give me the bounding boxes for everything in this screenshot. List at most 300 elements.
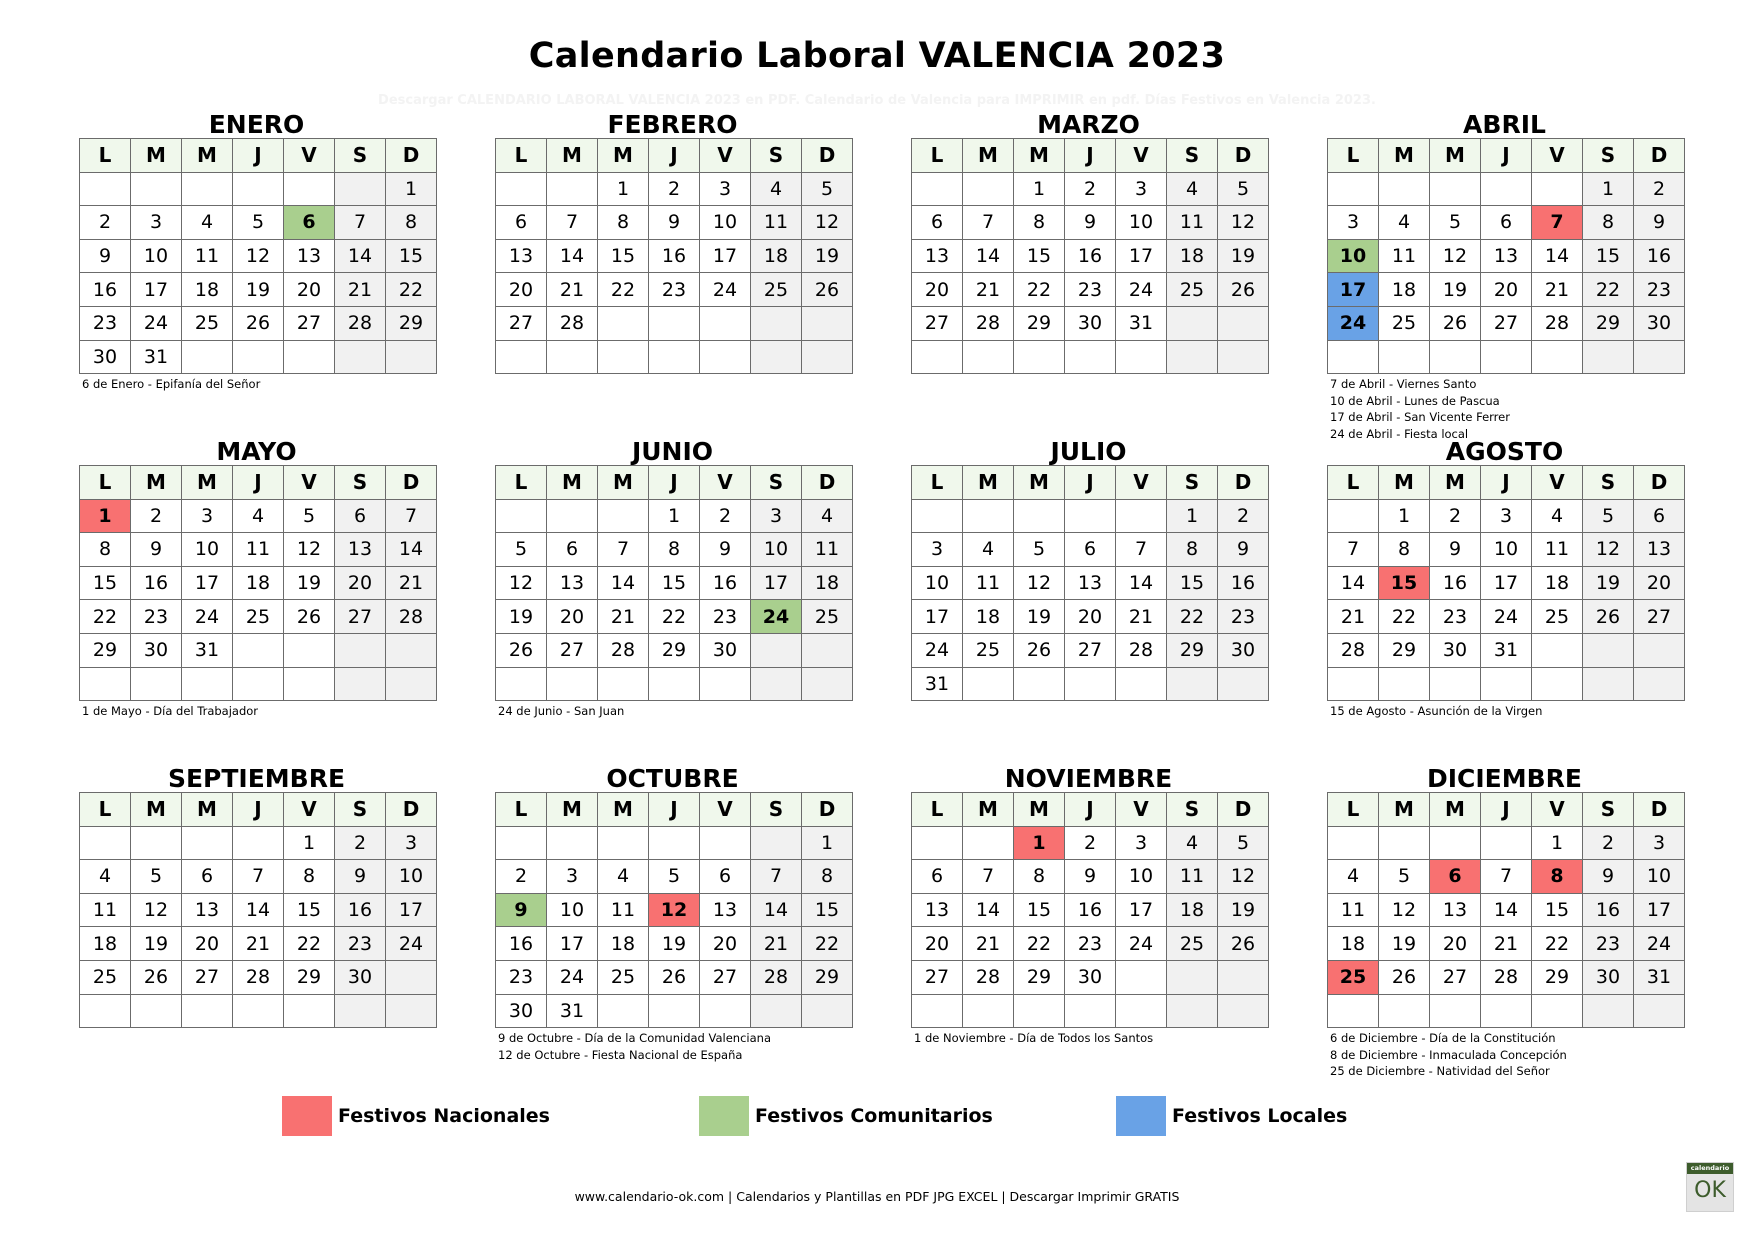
holiday-day-cell[interactable]: 24 xyxy=(751,600,802,634)
day-cell[interactable]: 9 xyxy=(1065,206,1116,240)
day-cell[interactable] xyxy=(1583,667,1634,701)
day-cell[interactable]: 24 xyxy=(1116,927,1167,961)
day-cell[interactable]: 29 xyxy=(1532,960,1583,994)
day-cell[interactable]: 3 xyxy=(547,860,598,894)
day-cell[interactable] xyxy=(284,172,335,206)
day-cell[interactable]: 11 xyxy=(1328,893,1379,927)
day-cell[interactable] xyxy=(1065,667,1116,701)
day-cell[interactable]: 1 xyxy=(1167,499,1218,533)
day-cell[interactable]: 25 xyxy=(1532,600,1583,634)
day-cell[interactable]: 1 xyxy=(649,499,700,533)
day-cell[interactable]: 28 xyxy=(598,633,649,667)
day-cell[interactable]: 14 xyxy=(386,533,437,567)
day-cell[interactable]: 5 xyxy=(1218,172,1269,206)
day-cell[interactable] xyxy=(1065,340,1116,374)
day-cell[interactable]: 7 xyxy=(963,206,1014,240)
day-cell[interactable]: 2 xyxy=(496,860,547,894)
day-cell[interactable] xyxy=(547,499,598,533)
day-cell[interactable]: 13 xyxy=(547,566,598,600)
day-cell[interactable] xyxy=(496,499,547,533)
day-cell[interactable]: 31 xyxy=(1116,306,1167,340)
day-cell[interactable]: 5 xyxy=(1218,826,1269,860)
day-cell[interactable] xyxy=(1116,960,1167,994)
day-cell[interactable] xyxy=(182,667,233,701)
day-cell[interactable]: 10 xyxy=(1116,860,1167,894)
day-cell[interactable]: 28 xyxy=(1328,633,1379,667)
day-cell[interactable]: 19 xyxy=(1218,893,1269,927)
day-cell[interactable]: 28 xyxy=(386,600,437,634)
day-cell[interactable]: 6 xyxy=(496,206,547,240)
holiday-day-cell[interactable]: 24 xyxy=(1328,306,1379,340)
day-cell[interactable] xyxy=(131,826,182,860)
day-cell[interactable] xyxy=(547,172,598,206)
day-cell[interactable] xyxy=(1379,826,1430,860)
day-cell[interactable]: 26 xyxy=(1218,273,1269,307)
day-cell[interactable] xyxy=(802,340,853,374)
day-cell[interactable] xyxy=(649,667,700,701)
day-cell[interactable] xyxy=(386,340,437,374)
day-cell[interactable]: 3 xyxy=(1116,826,1167,860)
day-cell[interactable]: 15 xyxy=(802,893,853,927)
day-cell[interactable]: 27 xyxy=(912,306,963,340)
day-cell[interactable]: 14 xyxy=(963,239,1014,273)
day-cell[interactable]: 18 xyxy=(1532,566,1583,600)
day-cell[interactable]: 17 xyxy=(131,273,182,307)
day-cell[interactable]: 21 xyxy=(751,927,802,961)
day-cell[interactable]: 6 xyxy=(1481,206,1532,240)
day-cell[interactable]: 3 xyxy=(700,172,751,206)
day-cell[interactable]: 18 xyxy=(1379,273,1430,307)
day-cell[interactable]: 25 xyxy=(233,600,284,634)
day-cell[interactable] xyxy=(182,172,233,206)
day-cell[interactable] xyxy=(1430,340,1481,374)
day-cell[interactable] xyxy=(1532,172,1583,206)
holiday-day-cell[interactable]: 9 xyxy=(496,893,547,927)
day-cell[interactable]: 23 xyxy=(1583,927,1634,961)
day-cell[interactable] xyxy=(233,633,284,667)
day-cell[interactable]: 29 xyxy=(1583,306,1634,340)
day-cell[interactable]: 15 xyxy=(1167,566,1218,600)
day-cell[interactable]: 5 xyxy=(131,860,182,894)
day-cell[interactable] xyxy=(80,994,131,1028)
day-cell[interactable]: 24 xyxy=(131,306,182,340)
day-cell[interactable]: 25 xyxy=(802,600,853,634)
day-cell[interactable]: 4 xyxy=(1328,860,1379,894)
day-cell[interactable]: 18 xyxy=(802,566,853,600)
day-cell[interactable]: 16 xyxy=(1634,239,1685,273)
day-cell[interactable]: 28 xyxy=(547,306,598,340)
day-cell[interactable]: 17 xyxy=(912,600,963,634)
day-cell[interactable]: 5 xyxy=(233,206,284,240)
day-cell[interactable]: 26 xyxy=(1218,927,1269,961)
day-cell[interactable]: 19 xyxy=(496,600,547,634)
day-cell[interactable]: 2 xyxy=(1430,499,1481,533)
day-cell[interactable]: 16 xyxy=(131,566,182,600)
day-cell[interactable]: 5 xyxy=(1583,499,1634,533)
day-cell[interactable]: 1 xyxy=(1379,499,1430,533)
day-cell[interactable]: 11 xyxy=(963,566,1014,600)
day-cell[interactable]: 12 xyxy=(1218,860,1269,894)
day-cell[interactable]: 19 xyxy=(1430,273,1481,307)
day-cell[interactable]: 20 xyxy=(1481,273,1532,307)
day-cell[interactable]: 4 xyxy=(182,206,233,240)
day-cell[interactable]: 16 xyxy=(496,927,547,961)
day-cell[interactable]: 1 xyxy=(284,826,335,860)
day-cell[interactable] xyxy=(598,499,649,533)
day-cell[interactable]: 23 xyxy=(1065,273,1116,307)
day-cell[interactable] xyxy=(1014,994,1065,1028)
day-cell[interactable]: 18 xyxy=(751,239,802,273)
day-cell[interactable]: 21 xyxy=(335,273,386,307)
day-cell[interactable]: 18 xyxy=(1328,927,1379,961)
day-cell[interactable]: 22 xyxy=(1532,927,1583,961)
day-cell[interactable]: 6 xyxy=(1634,499,1685,533)
day-cell[interactable] xyxy=(649,306,700,340)
day-cell[interactable]: 4 xyxy=(80,860,131,894)
day-cell[interactable]: 22 xyxy=(1014,273,1065,307)
day-cell[interactable] xyxy=(1583,340,1634,374)
day-cell[interactable]: 4 xyxy=(963,533,1014,567)
day-cell[interactable]: 11 xyxy=(1532,533,1583,567)
day-cell[interactable] xyxy=(912,994,963,1028)
day-cell[interactable] xyxy=(1430,994,1481,1028)
day-cell[interactable]: 7 xyxy=(1116,533,1167,567)
day-cell[interactable]: 23 xyxy=(335,927,386,961)
day-cell[interactable] xyxy=(1328,172,1379,206)
day-cell[interactable] xyxy=(386,667,437,701)
day-cell[interactable]: 30 xyxy=(80,340,131,374)
day-cell[interactable]: 5 xyxy=(284,499,335,533)
day-cell[interactable] xyxy=(335,667,386,701)
day-cell[interactable] xyxy=(649,994,700,1028)
day-cell[interactable]: 18 xyxy=(1167,893,1218,927)
day-cell[interactable] xyxy=(963,667,1014,701)
day-cell[interactable]: 17 xyxy=(386,893,437,927)
day-cell[interactable] xyxy=(751,994,802,1028)
day-cell[interactable]: 15 xyxy=(1014,239,1065,273)
day-cell[interactable]: 3 xyxy=(912,533,963,567)
day-cell[interactable]: 7 xyxy=(335,206,386,240)
day-cell[interactable] xyxy=(1116,340,1167,374)
day-cell[interactable]: 9 xyxy=(131,533,182,567)
day-cell[interactable] xyxy=(598,826,649,860)
day-cell[interactable]: 14 xyxy=(233,893,284,927)
day-cell[interactable]: 31 xyxy=(547,994,598,1028)
day-cell[interactable]: 7 xyxy=(963,860,1014,894)
day-cell[interactable]: 30 xyxy=(1218,633,1269,667)
day-cell[interactable]: 24 xyxy=(1116,273,1167,307)
day-cell[interactable]: 3 xyxy=(386,826,437,860)
day-cell[interactable] xyxy=(700,340,751,374)
day-cell[interactable]: 16 xyxy=(1218,566,1269,600)
day-cell[interactable]: 26 xyxy=(1583,600,1634,634)
day-cell[interactable] xyxy=(1116,499,1167,533)
day-cell[interactable]: 3 xyxy=(1634,826,1685,860)
day-cell[interactable] xyxy=(802,306,853,340)
day-cell[interactable] xyxy=(1430,826,1481,860)
day-cell[interactable]: 11 xyxy=(598,893,649,927)
day-cell[interactable]: 11 xyxy=(1379,239,1430,273)
day-cell[interactable]: 30 xyxy=(496,994,547,1028)
day-cell[interactable] xyxy=(751,667,802,701)
day-cell[interactable]: 21 xyxy=(1116,600,1167,634)
day-cell[interactable] xyxy=(182,994,233,1028)
day-cell[interactable]: 4 xyxy=(233,499,284,533)
day-cell[interactable]: 22 xyxy=(1014,927,1065,961)
day-cell[interactable]: 9 xyxy=(1430,533,1481,567)
day-cell[interactable] xyxy=(131,172,182,206)
day-cell[interactable]: 13 xyxy=(182,893,233,927)
day-cell[interactable]: 27 xyxy=(1065,633,1116,667)
day-cell[interactable] xyxy=(1634,633,1685,667)
day-cell[interactable]: 31 xyxy=(182,633,233,667)
day-cell[interactable]: 9 xyxy=(1065,860,1116,894)
day-cell[interactable] xyxy=(1481,667,1532,701)
day-cell[interactable] xyxy=(1218,994,1269,1028)
day-cell[interactable] xyxy=(496,172,547,206)
day-cell[interactable]: 27 xyxy=(1634,600,1685,634)
day-cell[interactable] xyxy=(386,633,437,667)
day-cell[interactable]: 13 xyxy=(912,893,963,927)
day-cell[interactable] xyxy=(751,633,802,667)
day-cell[interactable]: 19 xyxy=(1218,239,1269,273)
day-cell[interactable]: 29 xyxy=(1014,306,1065,340)
day-cell[interactable]: 4 xyxy=(751,172,802,206)
day-cell[interactable]: 13 xyxy=(700,893,751,927)
day-cell[interactable]: 27 xyxy=(547,633,598,667)
day-cell[interactable]: 25 xyxy=(963,633,1014,667)
day-cell[interactable]: 8 xyxy=(386,206,437,240)
day-cell[interactable]: 28 xyxy=(963,306,1014,340)
day-cell[interactable]: 7 xyxy=(386,499,437,533)
day-cell[interactable]: 29 xyxy=(284,960,335,994)
day-cell[interactable]: 27 xyxy=(335,600,386,634)
day-cell[interactable]: 9 xyxy=(80,239,131,273)
day-cell[interactable]: 11 xyxy=(182,239,233,273)
day-cell[interactable]: 12 xyxy=(284,533,335,567)
day-cell[interactable]: 13 xyxy=(1634,533,1685,567)
day-cell[interactable] xyxy=(1167,960,1218,994)
day-cell[interactable]: 15 xyxy=(1014,893,1065,927)
day-cell[interactable] xyxy=(802,994,853,1028)
day-cell[interactable]: 26 xyxy=(284,600,335,634)
day-cell[interactable] xyxy=(598,994,649,1028)
day-cell[interactable]: 16 xyxy=(700,566,751,600)
day-cell[interactable] xyxy=(386,960,437,994)
day-cell[interactable] xyxy=(1379,667,1430,701)
day-cell[interactable]: 14 xyxy=(963,893,1014,927)
day-cell[interactable]: 27 xyxy=(182,960,233,994)
day-cell[interactable]: 26 xyxy=(1379,960,1430,994)
day-cell[interactable]: 13 xyxy=(1481,239,1532,273)
day-cell[interactable]: 12 xyxy=(1379,893,1430,927)
holiday-day-cell[interactable]: 15 xyxy=(1379,566,1430,600)
day-cell[interactable]: 18 xyxy=(80,927,131,961)
day-cell[interactable]: 16 xyxy=(1583,893,1634,927)
day-cell[interactable]: 8 xyxy=(1167,533,1218,567)
day-cell[interactable]: 16 xyxy=(1430,566,1481,600)
day-cell[interactable] xyxy=(649,826,700,860)
day-cell[interactable] xyxy=(1430,667,1481,701)
day-cell[interactable] xyxy=(700,306,751,340)
day-cell[interactable] xyxy=(496,667,547,701)
day-cell[interactable]: 13 xyxy=(1430,893,1481,927)
day-cell[interactable] xyxy=(1116,994,1167,1028)
day-cell[interactable]: 9 xyxy=(335,860,386,894)
day-cell[interactable] xyxy=(700,994,751,1028)
day-cell[interactable]: 26 xyxy=(233,306,284,340)
day-cell[interactable]: 15 xyxy=(649,566,700,600)
day-cell[interactable]: 20 xyxy=(182,927,233,961)
day-cell[interactable]: 3 xyxy=(182,499,233,533)
day-cell[interactable]: 19 xyxy=(131,927,182,961)
day-cell[interactable]: 7 xyxy=(547,206,598,240)
day-cell[interactable]: 30 xyxy=(1065,960,1116,994)
day-cell[interactable]: 19 xyxy=(1379,927,1430,961)
day-cell[interactable]: 21 xyxy=(598,600,649,634)
day-cell[interactable]: 19 xyxy=(284,566,335,600)
day-cell[interactable] xyxy=(1218,960,1269,994)
day-cell[interactable]: 14 xyxy=(598,566,649,600)
day-cell[interactable]: 2 xyxy=(80,206,131,240)
day-cell[interactable]: 27 xyxy=(1481,306,1532,340)
day-cell[interactable] xyxy=(335,994,386,1028)
day-cell[interactable] xyxy=(131,994,182,1028)
day-cell[interactable]: 14 xyxy=(1481,893,1532,927)
day-cell[interactable]: 12 xyxy=(496,566,547,600)
day-cell[interactable]: 3 xyxy=(1481,499,1532,533)
day-cell[interactable] xyxy=(963,826,1014,860)
day-cell[interactable] xyxy=(1218,340,1269,374)
day-cell[interactable]: 14 xyxy=(751,893,802,927)
day-cell[interactable]: 5 xyxy=(802,172,853,206)
day-cell[interactable]: 22 xyxy=(80,600,131,634)
day-cell[interactable]: 22 xyxy=(284,927,335,961)
day-cell[interactable]: 16 xyxy=(80,273,131,307)
day-cell[interactable]: 12 xyxy=(233,239,284,273)
day-cell[interactable]: 10 xyxy=(547,893,598,927)
day-cell[interactable] xyxy=(284,994,335,1028)
day-cell[interactable] xyxy=(284,340,335,374)
day-cell[interactable]: 29 xyxy=(649,633,700,667)
day-cell[interactable]: 11 xyxy=(233,533,284,567)
day-cell[interactable]: 5 xyxy=(1430,206,1481,240)
day-cell[interactable]: 8 xyxy=(598,206,649,240)
day-cell[interactable] xyxy=(1634,340,1685,374)
day-cell[interactable]: 22 xyxy=(802,927,853,961)
holiday-day-cell[interactable]: 1 xyxy=(1014,826,1065,860)
day-cell[interactable]: 18 xyxy=(182,273,233,307)
day-cell[interactable]: 15 xyxy=(598,239,649,273)
day-cell[interactable]: 4 xyxy=(1167,172,1218,206)
day-cell[interactable]: 10 xyxy=(1481,533,1532,567)
day-cell[interactable]: 21 xyxy=(386,566,437,600)
day-cell[interactable] xyxy=(1532,340,1583,374)
day-cell[interactable]: 4 xyxy=(598,860,649,894)
day-cell[interactable] xyxy=(1532,994,1583,1028)
day-cell[interactable] xyxy=(284,633,335,667)
day-cell[interactable]: 23 xyxy=(1065,927,1116,961)
day-cell[interactable]: 24 xyxy=(386,927,437,961)
day-cell[interactable]: 22 xyxy=(649,600,700,634)
day-cell[interactable]: 9 xyxy=(1634,206,1685,240)
day-cell[interactable]: 27 xyxy=(496,306,547,340)
day-cell[interactable]: 16 xyxy=(335,893,386,927)
day-cell[interactable]: 25 xyxy=(1167,927,1218,961)
day-cell[interactable]: 3 xyxy=(751,499,802,533)
day-cell[interactable] xyxy=(963,499,1014,533)
day-cell[interactable]: 29 xyxy=(386,306,437,340)
day-cell[interactable]: 17 xyxy=(1481,566,1532,600)
day-cell[interactable]: 11 xyxy=(751,206,802,240)
day-cell[interactable] xyxy=(1583,633,1634,667)
day-cell[interactable] xyxy=(335,340,386,374)
day-cell[interactable] xyxy=(963,172,1014,206)
day-cell[interactable]: 14 xyxy=(1328,566,1379,600)
day-cell[interactable]: 24 xyxy=(912,633,963,667)
day-cell[interactable]: 7 xyxy=(1328,533,1379,567)
day-cell[interactable]: 9 xyxy=(700,533,751,567)
day-cell[interactable] xyxy=(1167,306,1218,340)
day-cell[interactable]: 8 xyxy=(1014,860,1065,894)
day-cell[interactable] xyxy=(912,499,963,533)
holiday-day-cell[interactable]: 1 xyxy=(80,499,131,533)
day-cell[interactable]: 20 xyxy=(547,600,598,634)
day-cell[interactable]: 24 xyxy=(182,600,233,634)
day-cell[interactable]: 26 xyxy=(649,960,700,994)
day-cell[interactable]: 3 xyxy=(1116,172,1167,206)
day-cell[interactable]: 25 xyxy=(1379,306,1430,340)
day-cell[interactable] xyxy=(751,826,802,860)
day-cell[interactable]: 26 xyxy=(1014,633,1065,667)
day-cell[interactable] xyxy=(233,340,284,374)
day-cell[interactable]: 14 xyxy=(1116,566,1167,600)
day-cell[interactable]: 28 xyxy=(1532,306,1583,340)
holiday-day-cell[interactable]: 8 xyxy=(1532,860,1583,894)
day-cell[interactable]: 1 xyxy=(1014,172,1065,206)
day-cell[interactable] xyxy=(1430,172,1481,206)
day-cell[interactable]: 4 xyxy=(1379,206,1430,240)
day-cell[interactable]: 25 xyxy=(751,273,802,307)
day-cell[interactable]: 1 xyxy=(598,172,649,206)
day-cell[interactable]: 29 xyxy=(1014,960,1065,994)
day-cell[interactable] xyxy=(1014,340,1065,374)
day-cell[interactable] xyxy=(496,826,547,860)
day-cell[interactable]: 23 xyxy=(131,600,182,634)
day-cell[interactable]: 8 xyxy=(802,860,853,894)
day-cell[interactable]: 14 xyxy=(335,239,386,273)
day-cell[interactable]: 13 xyxy=(912,239,963,273)
day-cell[interactable]: 15 xyxy=(1532,893,1583,927)
day-cell[interactable]: 8 xyxy=(80,533,131,567)
day-cell[interactable]: 5 xyxy=(1379,860,1430,894)
day-cell[interactable]: 17 xyxy=(751,566,802,600)
day-cell[interactable]: 30 xyxy=(1430,633,1481,667)
day-cell[interactable]: 25 xyxy=(598,960,649,994)
day-cell[interactable]: 21 xyxy=(963,927,1014,961)
day-cell[interactable]: 21 xyxy=(1328,600,1379,634)
day-cell[interactable]: 6 xyxy=(547,533,598,567)
day-cell[interactable] xyxy=(1328,499,1379,533)
day-cell[interactable] xyxy=(912,826,963,860)
day-cell[interactable]: 6 xyxy=(182,860,233,894)
day-cell[interactable]: 10 xyxy=(1634,860,1685,894)
day-cell[interactable]: 7 xyxy=(598,533,649,567)
holiday-day-cell[interactable]: 6 xyxy=(284,206,335,240)
day-cell[interactable] xyxy=(335,633,386,667)
day-cell[interactable]: 2 xyxy=(1634,172,1685,206)
day-cell[interactable] xyxy=(80,667,131,701)
